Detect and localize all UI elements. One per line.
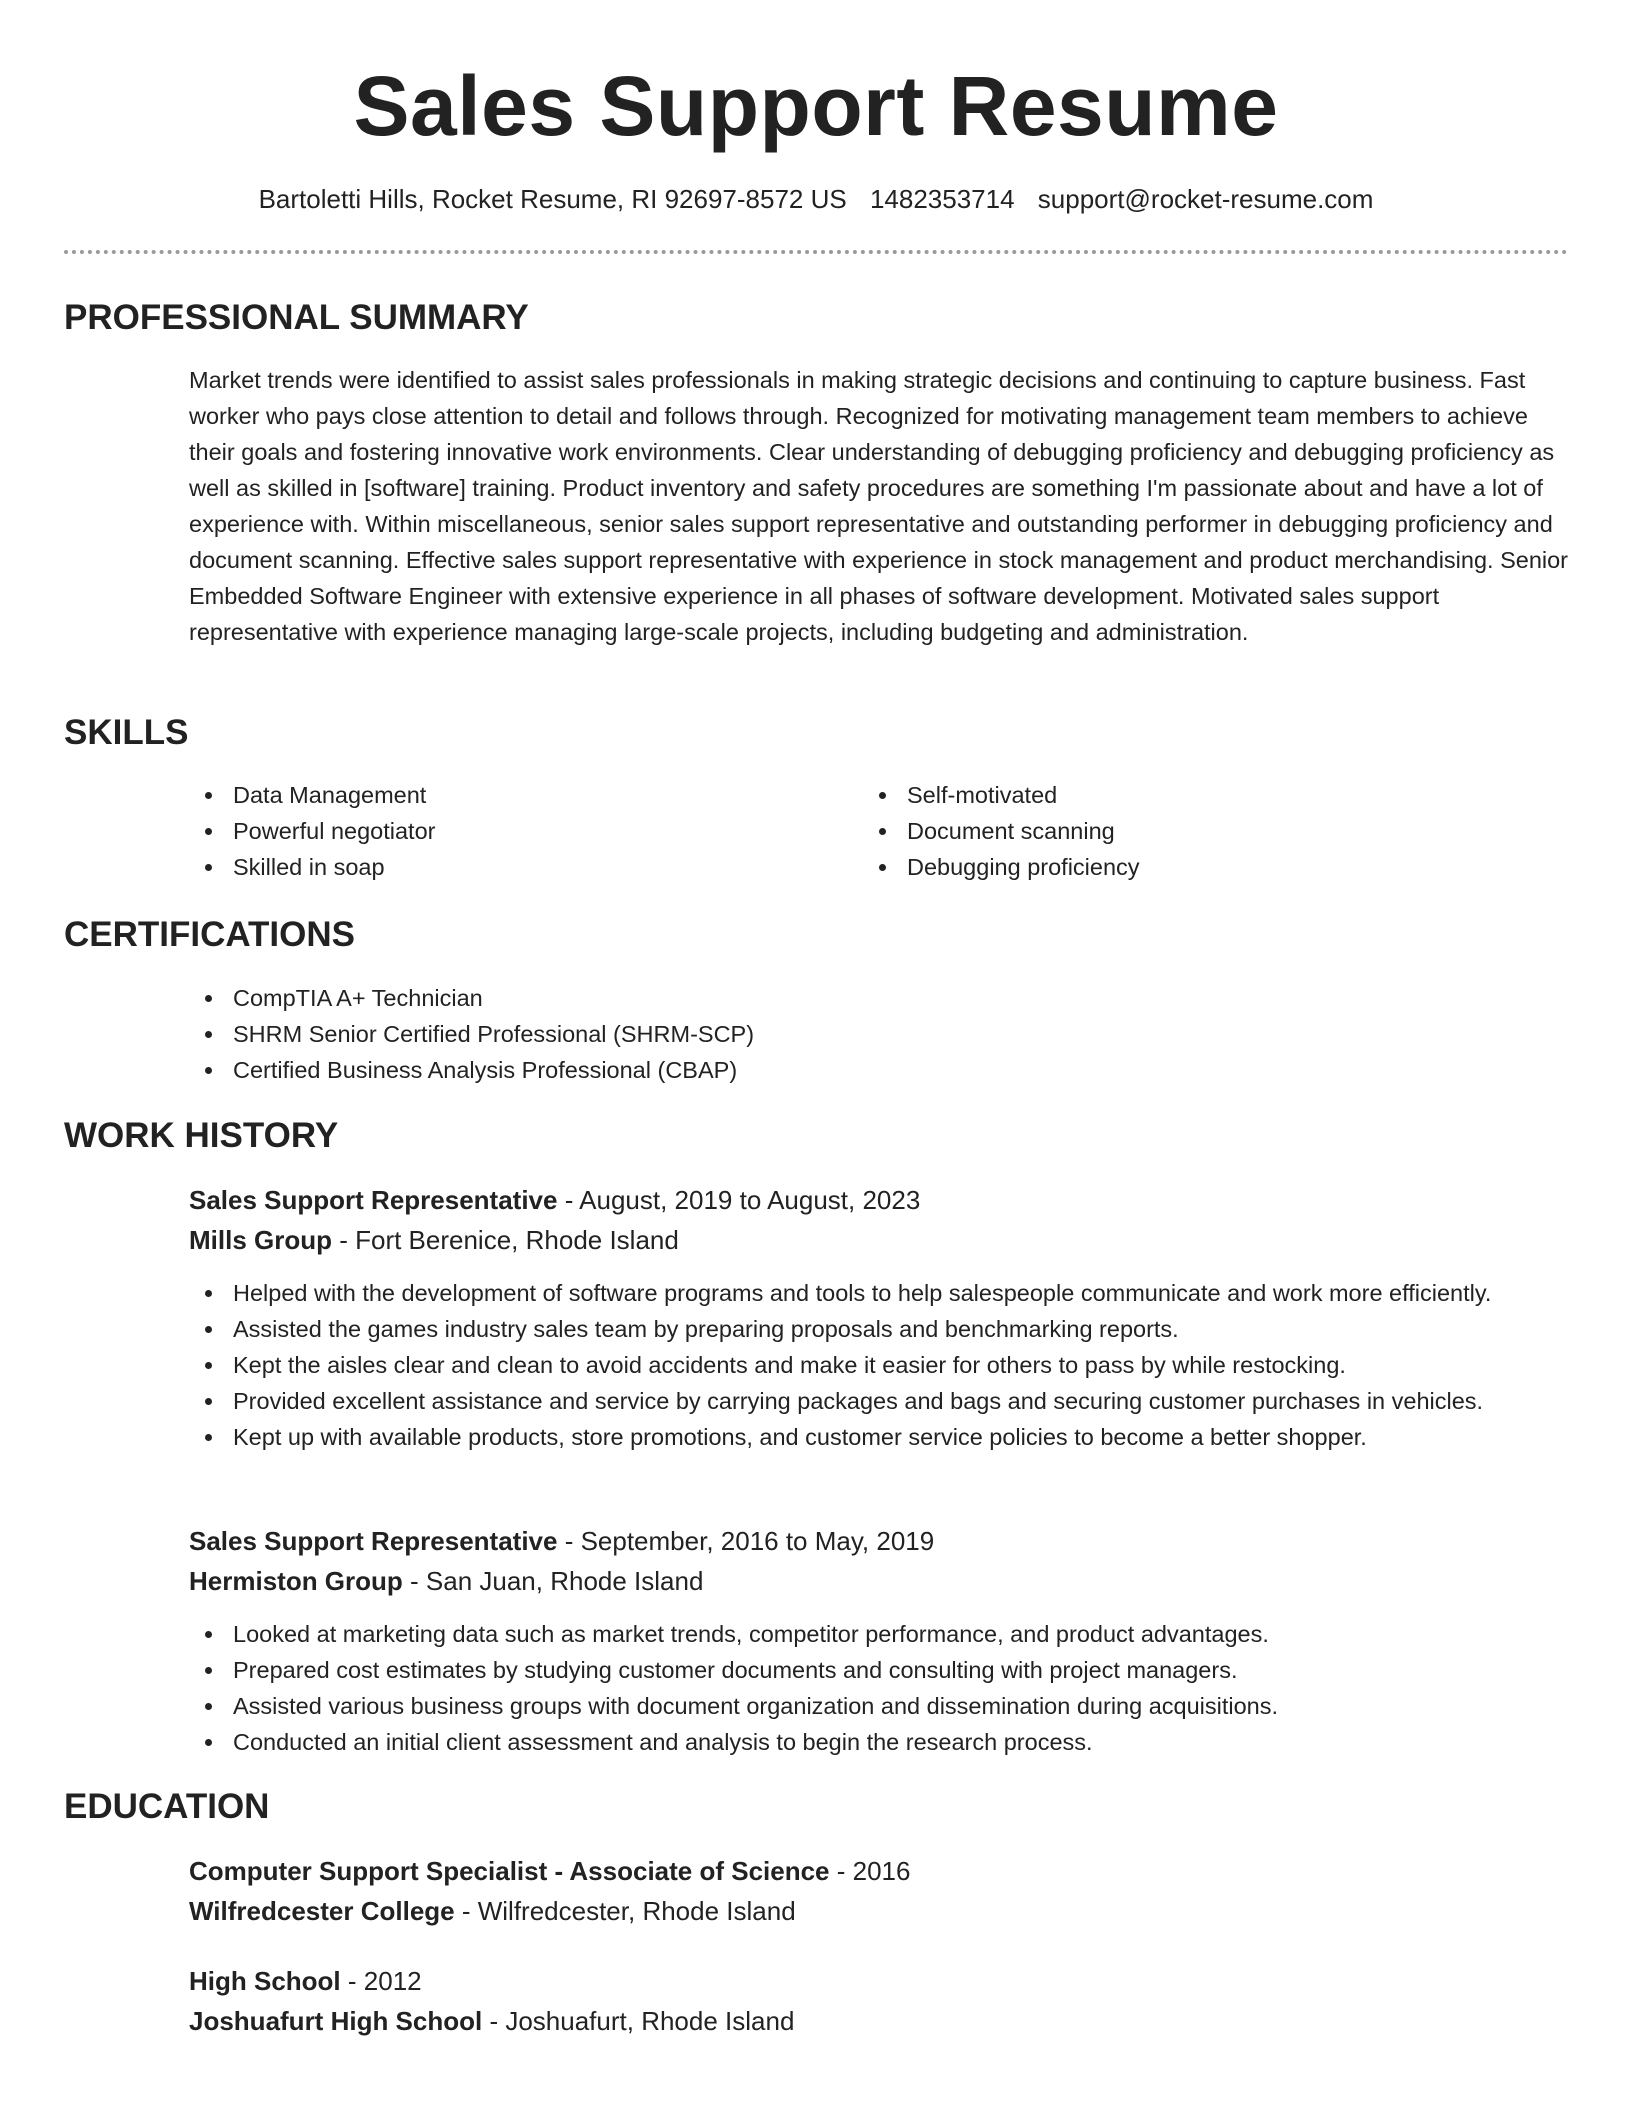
work-history-heading: WORK HISTORY [64, 1116, 339, 1155]
skills-heading: SKILLS [64, 713, 189, 752]
job-entry [189, 1521, 1569, 1601]
certifications-list [189, 980, 1569, 1088]
education-entry [189, 1961, 1569, 2041]
skill-item: Powerful negotiator [189, 813, 829, 849]
certification-item: CompTIA A+ Technician [189, 980, 1569, 1016]
header-divider [64, 250, 1568, 254]
job-bullet: Helped with the development of software programs and tools to help salespeople communicate and work more efficiently. [189, 1275, 1569, 1311]
job-bullet: Prepared cost estimates by studying customer documents and consulting with project managers. [189, 1652, 1569, 1688]
education-degree: High School [189, 1966, 341, 1996]
job-entry [189, 1180, 1569, 1260]
job-location: - San Juan, Rhode Island [402, 1566, 704, 1596]
education-heading: EDUCATION [64, 1787, 270, 1826]
contact-address: Bartoletti Hills, Rocket Resume, RI 92697-8572 US [258, 184, 847, 214]
skill-item: Skilled in soap [189, 849, 829, 885]
job-bullet: Kept up with available products, store promotions, and customer service policies to become a better shopper. [189, 1419, 1569, 1455]
education-degree-line [189, 1961, 1569, 2001]
job-company: Mills Group [189, 1225, 332, 1255]
skill-item: Self-motivated [863, 777, 1503, 813]
education-school-line [189, 1891, 1569, 1931]
summary-heading: PROFESSIONAL SUMMARY [64, 298, 529, 337]
job-company-line [189, 1561, 1569, 1601]
job-bullet: Provided excellent assistance and service by carrying packages and bags and securing customer purchases in vehicles. [189, 1383, 1569, 1419]
job-bullet: Looked at marketing data such as market trends, competitor performance, and product advantages. [189, 1616, 1569, 1652]
job-bullets [189, 1616, 1569, 1760]
job-bullet: Assisted the games industry sales team by preparing proposals and benchmarking reports. [189, 1311, 1569, 1347]
job-bullet: Assisted various business groups with document organization and dissemination during acquisitions. [189, 1688, 1569, 1724]
job-title: Sales Support Representative [189, 1526, 558, 1556]
resume-title: Sales Support Resume [353, 59, 1279, 153]
job-title-line [189, 1180, 1569, 1220]
certification-item: SHRM Senior Certified Professional (SHRM-SCP) [189, 1016, 1569, 1052]
job-location: - Fort Berenice, Rhode Island [332, 1225, 679, 1255]
job-title: Sales Support Representative [189, 1185, 558, 1215]
education-entry [189, 1851, 1569, 1931]
job-company: Hermiston Group [189, 1566, 403, 1596]
skills-list-left [189, 777, 829, 885]
job-dates: - September, 2016 to May, 2019 [557, 1526, 935, 1556]
certifications-heading: CERTIFICATIONS [64, 915, 356, 954]
job-bullets [189, 1275, 1569, 1455]
summary-text: Market trends were identified to assist sales professionals in making strategic decisions and continuing to capture business. Fast worker who pays close attention to detail and follows through. Recognized for motivating management team members to achieve their goals and fostering innovative work environments. Clear understanding of debugging proficiency and debugging proficiency as well as skilled in [software] training. Product inventory and safety procedures are something I'm passionate about and have a lot of experience with. Within miscellaneous, senior sales support representative and outstanding performer in debugging proficiency and document scanning. Effective sales support representative with experience in stock management and product merchandising. Senior Embedded Software Engineer with extensive experience in all phases of software development. Motivated sales support representative with experience managing large-scale projects, including budgeting and administration. [189, 367, 1569, 645]
certification-item: Certified Business Analysis Professional (CBAP) [189, 1052, 1569, 1088]
education-school: Wilfredcester College [189, 1896, 455, 1926]
job-title-line [189, 1521, 1569, 1561]
job-bullet: Kept the aisles clear and clean to avoid accidents and make it easier for others to pass by while restocking. [189, 1347, 1569, 1383]
education-degree-line [189, 1851, 1569, 1891]
education-location: - Wilfredcester, Rhode Island [454, 1896, 796, 1926]
education-year: - 2016 [829, 1856, 911, 1886]
contact-phone: 1482353714 [869, 184, 1015, 214]
job-dates: - August, 2019 to August, 2023 [557, 1185, 921, 1215]
education-year: - 2012 [340, 1966, 422, 1996]
job-company-line [189, 1220, 1569, 1260]
skills-list-right [863, 777, 1503, 885]
skill-item: Document scanning [863, 813, 1503, 849]
education-school: Joshuafurt High School [189, 2006, 483, 2036]
contact-email: support@rocket-resume.com [1037, 184, 1374, 214]
education-location: - Joshuafurt, Rhode Island [482, 2006, 795, 2036]
skill-item: Data Management [189, 777, 829, 813]
job-bullet: Conducted an initial client assessment and analysis to begin the research process. [189, 1724, 1569, 1760]
skill-item: Debugging proficiency [863, 849, 1503, 885]
education-school-line [189, 2001, 1569, 2041]
contact-line [0, 182, 1632, 216]
education-degree: Computer Support Specialist - Associate of Science [189, 1856, 830, 1886]
